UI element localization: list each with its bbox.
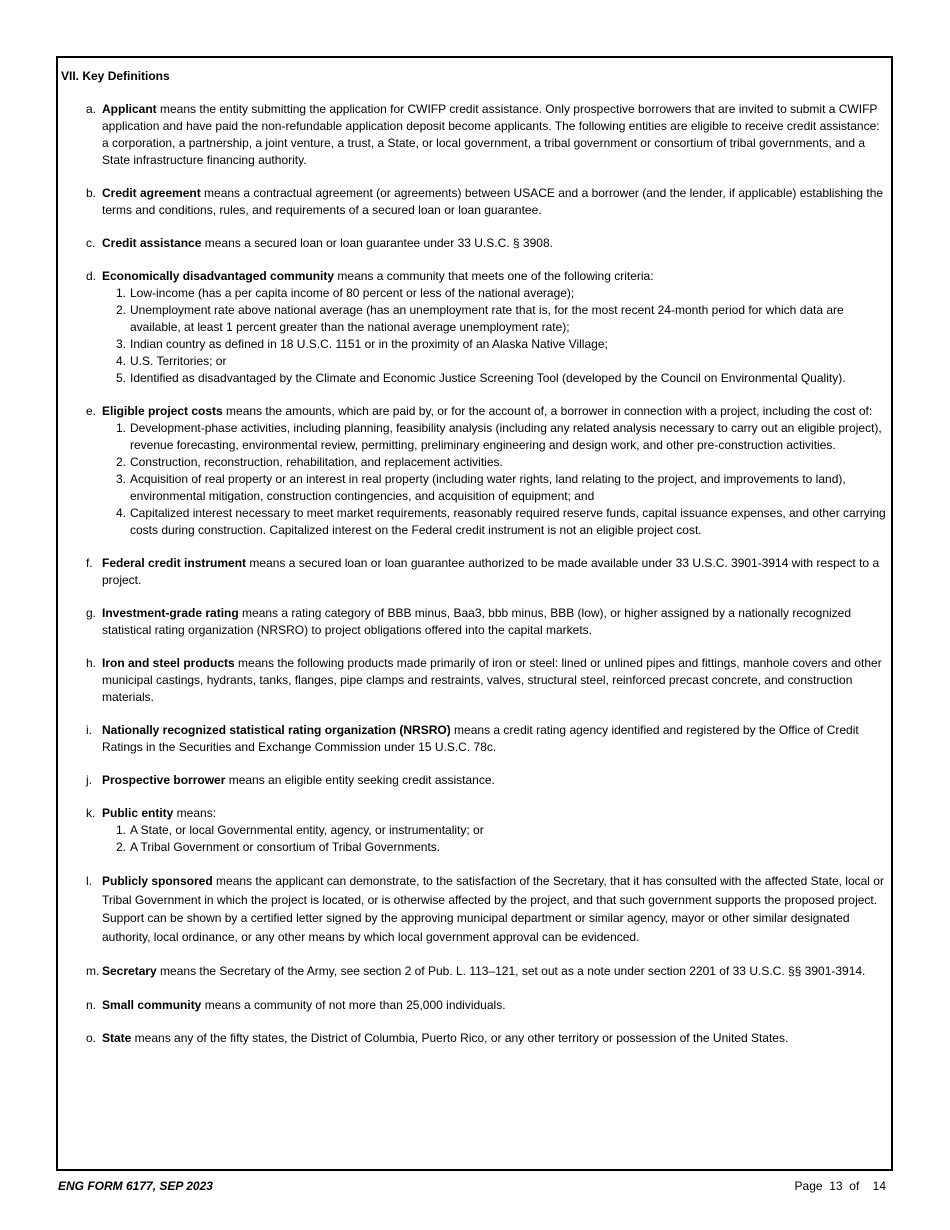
definition-letter: c.	[86, 236, 96, 250]
of-label: of	[849, 1179, 860, 1193]
definition-letter: n.	[86, 997, 97, 1012]
criteria-list	[102, 420, 887, 539]
criteria-item	[102, 420, 887, 454]
definition-item	[58, 268, 891, 387]
criteria-text: Identified as disadvantaged by the Climate and Economic Justice Screening Tool (developed by the Council on Environmental Quality).	[130, 371, 846, 385]
definition-text: means a contractual agreement (or agreements) between USACE and a borrower (and the lender, if applicable) establishing the terms and conditions, rules, and requirements of a secured loan or loan guarantee.	[102, 186, 884, 217]
page-label: Page	[794, 1179, 823, 1193]
document-frame	[56, 56, 893, 1171]
definition-letter: l.	[86, 874, 92, 888]
form-identifier: ENG FORM 6177, SEP 2023	[58, 1179, 213, 1193]
definition-text: means a secured loan or loan guarantee authorized to be made available under 33 U.S.C. 3901-3914 with respect to a project.	[102, 556, 880, 587]
section-title: VII. Key Definitions	[61, 69, 170, 83]
criteria-item	[102, 454, 887, 471]
definition-term: Applicant	[102, 102, 157, 116]
definition-letter: j.	[86, 773, 92, 787]
definition-text: means an eligible entity seeking credit assistance.	[225, 773, 495, 787]
definition-letter: m.	[86, 964, 100, 978]
criteria-number: 1.	[116, 421, 127, 435]
definition-item	[58, 101, 891, 169]
criteria-number: 5.	[116, 371, 127, 385]
criteria-text: A State, or local Governmental entity, agency, or instrumentality; or	[130, 823, 484, 837]
page-indicator	[795, 1179, 886, 1193]
criteria-item	[102, 302, 887, 336]
definition-letter: e.	[86, 404, 97, 418]
criteria-item	[102, 822, 887, 839]
criteria-item	[102, 839, 887, 856]
definition-item	[58, 722, 891, 756]
criteria-item	[102, 285, 887, 302]
criteria-text: U.S. Territories; or	[130, 354, 227, 368]
criteria-text: Indian country as defined in 18 U.S.C. 1151 or in the proximity of an Alaska Native Village;	[130, 337, 608, 351]
definition-term: Publicly sponsored	[102, 874, 213, 888]
definition-text: means the following products made primarily of iron or steel: lined or unlined pipes and fittings, manhole covers and other municipal castings, hydrants, tanks, flanges, pipe clamps and restraints, valves, structural steel, reinforced precast concrete, and construction materials.	[102, 656, 882, 704]
definition-text: means a community that meets one of the following criteria:	[334, 269, 654, 283]
definition-text: means the amounts, which are paid by, or for the account of, a borrower in connection with a project, including the cost of:	[222, 404, 873, 418]
definition-term: State	[102, 1030, 132, 1045]
definition-letter: a.	[86, 102, 97, 116]
criteria-number: 2.	[116, 303, 127, 317]
criteria-number: 3.	[116, 337, 127, 351]
criteria-text: Acquisition of real property or an interest in real property (including water rights, land relating to the project, and improvements to land), environmental mitigation, construction contingencies, and acquisition of equipment; and	[130, 472, 846, 503]
criteria-number: 4.	[116, 506, 127, 520]
criteria-list	[102, 285, 887, 387]
definition-term: Economically disadvantaged community	[102, 269, 335, 283]
criteria-item	[102, 471, 887, 505]
definition-term: Credit assistance	[102, 236, 202, 250]
definition-item	[58, 872, 891, 946]
definition-text: means a community of not more than 25,000 individuals.	[201, 997, 506, 1012]
definition-term: Federal credit instrument	[102, 556, 247, 570]
definition-text: means the entity submitting the application for CWIFP credit assistance. Only prospective borrowers that are invited to submit a CWIFP application and have paid the non-refundable application deposit become applicants. The following entities are eligible to receive credit assistance: a corporation, a partnership, a joint venture, a trust, a State, or local government, a tribal government or consortium of tribal governments, and a State infrastructure financing authority.	[102, 102, 880, 167]
definition-text: means the applicant can demonstrate, to the satisfaction of the Secretary, that it has consulted with the affected State, local or Tribal Government in which the project is located, or is otherwise affected by the project, and that such government supports the proposed project. Support can be shown by a certified letter signed by the approving municipal department or similar agency, mayor or other similar designated authority, local ordinance, or any other means by which local government approval can be evidenced.	[102, 874, 884, 944]
definition-text: means a secured loan or loan guarantee under 33 U.S.C. § 3908.	[201, 236, 553, 250]
definition-text: means the Secretary of the Army, see section 2 of Pub. L. 113–121, set out as a note under section 2201 of 33 U.S.C. §§ 3901-3914.	[156, 964, 866, 978]
definition-text: means any of the fifty states, the District of Columbia, Puerto Rico, or any other territory or possession of the United States.	[131, 1030, 789, 1045]
definition-text: means a credit rating agency identified and registered by the Office of Credit Ratings in the Securities and Exchange Commission under 15 U.S.C. 78c.	[102, 723, 859, 754]
definition-term: Prospective borrower	[102, 773, 226, 787]
criteria-number: 2.	[116, 840, 127, 854]
criteria-text: Low-income (has a per capita income of 80 percent or less of the national average);	[130, 286, 575, 300]
definition-item	[58, 185, 891, 219]
definition-item	[58, 805, 891, 856]
definition-text: means a rating category of BBB minus, Baa3, bbb minus, BBB (low), or higher assigned by a nationally recognized statistical rating organization (NRSRO) to project obligations offered into the capital markets.	[102, 606, 852, 637]
definition-item	[58, 772, 891, 789]
definition-letter: h.	[86, 656, 97, 670]
criteria-number: 2.	[116, 455, 127, 469]
criteria-text: Capitalized interest necessary to meet market requirements, reasonably required reserve funds, capital issuance expenses, and other carrying costs during construction. Capitalized interest on the Federal credit instrument is not an eligible project cost.	[130, 506, 886, 537]
criteria-text: Unemployment rate above national average (has an unemployment rate that is, for the most recent 24-month period for which data are available, at least 1 percent greater than the national average unemployment rate);	[130, 303, 844, 334]
definition-letter: d.	[86, 269, 97, 283]
criteria-text: A Tribal Government or consortium of Tribal Governments.	[130, 840, 441, 854]
criteria-text: Development-phase activities, including planning, feasibility analysis (including any related analysis necessary to carry out an eligible project), revenue forecasting, environmental review, permitting, preliminary engineering and design work, and other pre-construction activities.	[130, 421, 882, 452]
definition-term: Credit agreement	[102, 186, 201, 200]
definition-item	[58, 555, 891, 589]
page-number: 13	[829, 1179, 843, 1193]
criteria-number: 3.	[116, 472, 127, 486]
criteria-number: 4.	[116, 354, 127, 368]
criteria-number: 1.	[116, 823, 127, 837]
definition-item	[58, 403, 891, 539]
criteria-list	[102, 822, 887, 856]
definition-term: Eligible project costs	[102, 404, 223, 418]
definition-term: Nationally recognized statistical rating organization (NRSRO)	[102, 723, 451, 737]
definition-letter: f.	[86, 556, 93, 570]
definition-term: Public entity	[102, 806, 174, 820]
criteria-item	[102, 370, 887, 387]
definition-letter: g.	[86, 606, 97, 620]
definition-letter: i.	[86, 723, 92, 737]
definition-item	[58, 235, 891, 252]
definition-item	[58, 655, 891, 706]
definition-text: means:	[173, 806, 217, 820]
criteria-text: Construction, reconstruction, rehabilitation, and replacement activities.	[130, 455, 503, 469]
definition-item	[58, 1030, 891, 1047]
definitions-list	[58, 101, 891, 1047]
criteria-item	[102, 336, 887, 353]
definition-item	[58, 962, 891, 981]
criteria-item	[102, 505, 887, 539]
definition-item	[58, 997, 891, 1014]
definition-item	[58, 605, 891, 639]
criteria-number: 1.	[116, 286, 127, 300]
definition-term: Iron and steel products	[102, 656, 235, 670]
definition-letter: o.	[86, 1030, 97, 1045]
definition-letter: b.	[86, 186, 97, 200]
definition-letter: k.	[86, 806, 96, 820]
total-pages: 14	[872, 1179, 886, 1193]
definition-term: Investment-grade rating	[102, 606, 239, 620]
definition-term: Secretary	[102, 964, 157, 978]
definition-term: Small community	[102, 997, 202, 1012]
criteria-item	[102, 353, 887, 370]
